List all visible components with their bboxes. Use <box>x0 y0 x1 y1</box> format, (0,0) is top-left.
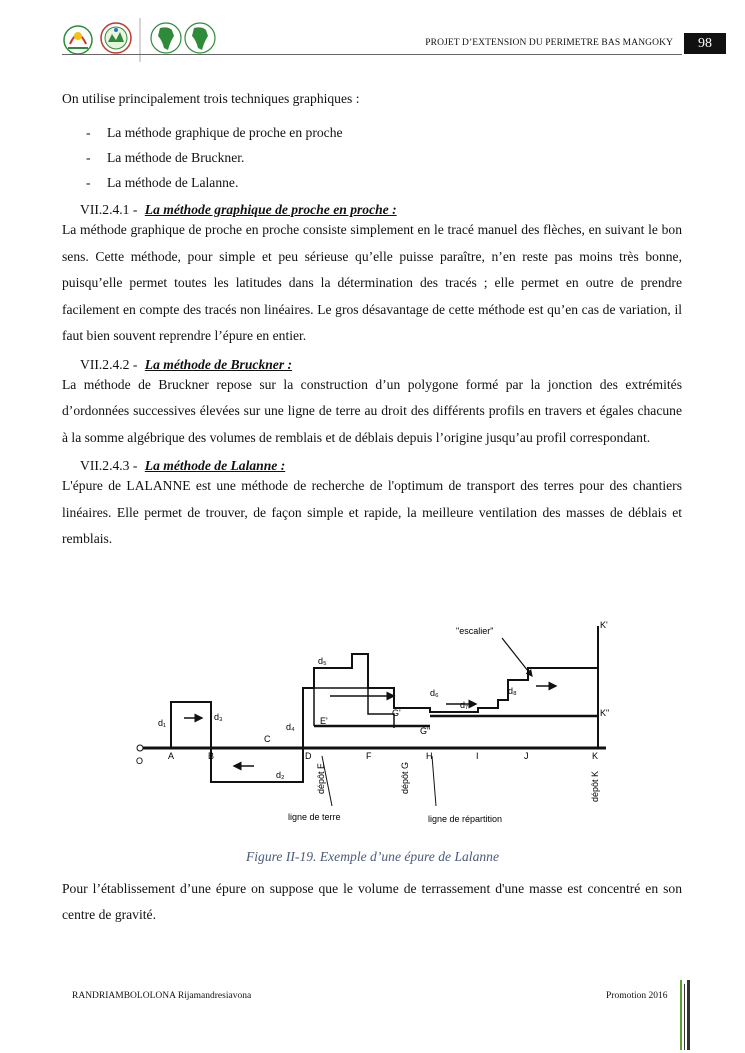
footer-author: RANDRIAMBOLOLONA Rijamandresiavona <box>72 991 252 1001</box>
label-g: G' <box>392 708 401 718</box>
logo-africa-2-icon <box>185 23 215 53</box>
label-d4: d₄ <box>286 722 295 732</box>
label-depot-g: dépôt G <box>400 761 410 794</box>
page-number: 98 <box>684 33 726 54</box>
label-k: K <box>592 751 599 761</box>
label-e: E' <box>320 716 328 726</box>
label-d2: d₂ <box>276 770 285 780</box>
list-item <box>62 170 682 195</box>
label-j: J <box>524 751 529 761</box>
section-heading-2 <box>62 358 682 372</box>
list-item <box>62 145 682 170</box>
footer-promotion: Promotion 2016 <box>606 991 668 1001</box>
label-b: B <box>208 751 215 761</box>
label-k1: K' <box>600 620 608 630</box>
label-d3: d₃ <box>214 712 223 722</box>
label-escalier: "escalier" <box>456 626 494 636</box>
section-body-3: L'épure de LALANNE est une méthode de recherche de l'optimum de transport des terres pour des chantiers linéaires. Elle permet de trouver, de façon simple et rapide, la meilleure ventilation des masses de déblais et remblais. <box>62 478 682 546</box>
label-a: A <box>168 751 175 761</box>
section-body-2: La méthode de Bruckner repose sur la construction d’un polygone formé par la jonction des extrémités d’ordonnées successives élevées sur une ligne de terre au droit des différents profils en travers et égales chacune à la somme algébrique des volumes de remblais et de déblais depuis l’origine jusqu’au profil correspondant. <box>62 376 682 445</box>
header-rule <box>62 54 682 55</box>
label-o: O <box>136 756 144 766</box>
section-title: La méthode de Lalanne : <box>144 458 286 473</box>
label-ligne-terre: ligne de terre <box>288 812 341 822</box>
label-h: H <box>426 751 433 761</box>
label-f: F <box>366 751 372 761</box>
footer-decoration <box>680 980 692 1050</box>
section-title: La méthode graphique de proche en proche : <box>144 202 397 217</box>
logo-africa-1-icon <box>151 23 181 53</box>
techniques-list <box>62 120 682 195</box>
label-k2: K" <box>600 708 610 718</box>
lalanne-diagram <box>136 616 616 832</box>
stairs-profile <box>303 626 598 748</box>
label-d1: d₁ <box>158 718 167 728</box>
label-depot-e: dépôt E <box>316 762 326 794</box>
label-ligne-repartition: ligne de répartition <box>428 814 503 824</box>
label-d: D <box>305 751 312 761</box>
section-number: VII.2.4.3 - <box>80 458 138 473</box>
list-item-text: La méthode graphique de proche en proche <box>107 125 343 140</box>
mass-bd <box>211 748 303 782</box>
label-c: C <box>264 734 271 744</box>
label-d8: d₈ <box>508 686 517 696</box>
origin-marker <box>137 745 143 751</box>
label-i: I <box>476 751 479 761</box>
closing-paragraph: Pour l’établissement d’une épure on suppose que le volume de terrassement d'une masse est concentré en son centre de gravité. <box>62 881 682 922</box>
figure-caption: Figure II-19. Exemple d’une épure de Lalanne <box>245 849 500 864</box>
main-content <box>62 88 682 561</box>
logo-region-icon <box>101 23 131 53</box>
list-item <box>62 120 682 145</box>
mass-ab <box>171 702 211 748</box>
section-heading-1 <box>62 203 682 217</box>
list-item-text: La méthode de Lalanne. <box>107 175 239 190</box>
label-depot-k: dépôt K <box>590 770 600 802</box>
header-title: PROJET D’EXTENSION DU PERIMETRE BAS MANGOKY <box>425 38 673 48</box>
intro-paragraph: On utilise principalement trois techniques graphiques : <box>62 91 360 106</box>
list-item-text: La méthode de Bruckner. <box>107 150 245 165</box>
label-d6: d₆ <box>430 688 439 698</box>
section-body-1: La méthode graphique de proche en proche consiste simplement en le tracé manuel des flèches, en suivant le bon sens. Cette méthode, pour simple et peu sérieuse qu’elle puisse paraître, n’en reste pas moins très bonne, puisqu’elle permet toutes les latitudes dans la détermination des tracés ; elle permet en outre de prendre facilement en compte des tracés non linéaires. Le gros désavantage de cette méthode est qu’en cas de variation, il faut bien souvent reprendre l’épure en entier. <box>62 222 682 343</box>
section-title: La méthode de Bruckner : <box>144 356 293 372</box>
section-number: VII.2.4.2 - <box>80 356 138 372</box>
label-g2: G" <box>420 726 431 736</box>
header-logos <box>62 14 242 66</box>
logo-ministry-icon <box>64 26 92 54</box>
bullet-dash: - <box>86 150 91 165</box>
section-number: VII.2.4.1 - <box>80 202 138 217</box>
bullet-dash: - <box>86 125 91 140</box>
bullet-dash: - <box>86 175 91 190</box>
label-d7: d₇ <box>460 700 469 710</box>
section-heading-3 <box>62 459 682 473</box>
label-d5: d₅ <box>318 656 327 666</box>
